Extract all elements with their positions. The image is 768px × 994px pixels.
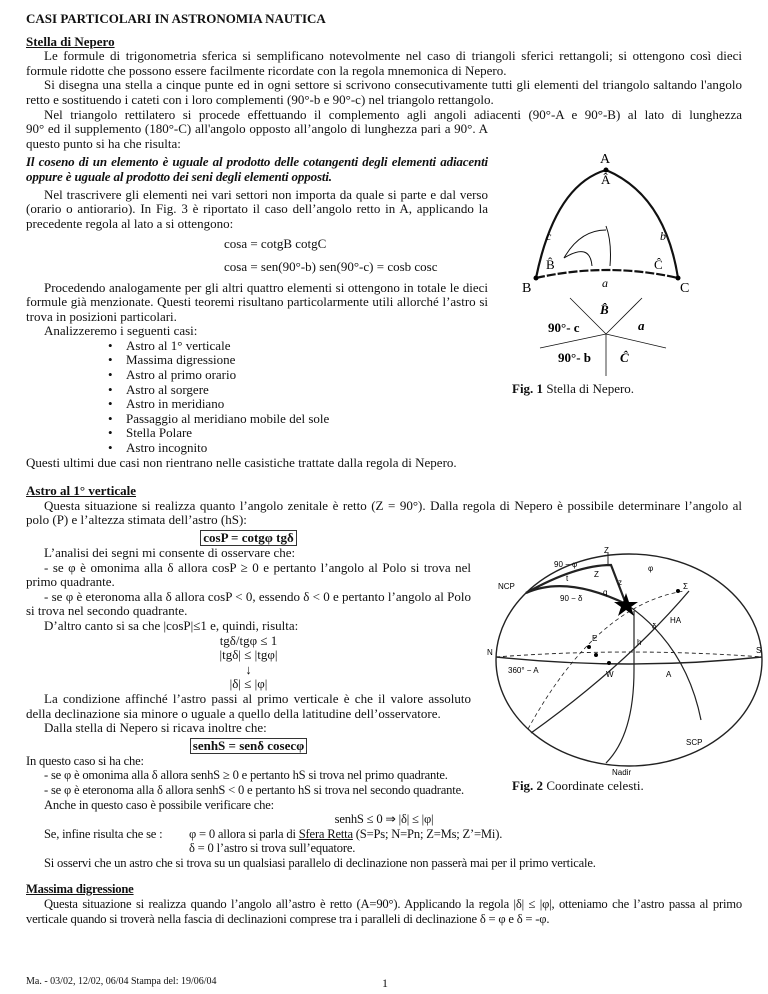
paragraph: La condizione affinché l’astro passi al primo verticale è che il valore assoluto della declinazione sia minore o uguale a quello della latitudine dell’osservatore.	[26, 690, 471, 721]
rule-statement: Il coseno di un elemento è uguale al prodotto delle cotangenti degli elementi adiacenti oppure è uguale al prodotto dei seni degli elementi opposti.	[26, 154, 488, 184]
list-item: • Astro incognito	[126, 441, 488, 456]
paragraph: Nel trascrivere gli elementi nei vari settori non importa da quale si parte e dal verso (orario o antiorario). In Fig. 3 è riportato il caso dell’angolo retto in A, applicando la precedente regola al lato a si ottengono:	[26, 186, 488, 231]
paragraph: Si osservi che un astro che si trova su un qualsiasi parallelo di declinazione non passerà mai per il primo verticale.	[44, 855, 596, 870]
figure-caption	[512, 779, 644, 794]
document-title: CASI PARTICOLARI IN ASTRONOMIA NAUTICA	[26, 11, 326, 26]
label-a: A	[666, 670, 672, 679]
paragraph: Dalla stella di Nepero si ricava inoltre che:	[44, 720, 267, 736]
label-vertex-b: B	[522, 281, 532, 296]
list-item: • Astro al primo orario	[126, 368, 488, 383]
paragraph: - se φ è eteronoma alla δ allora cosP < 0, essendo δ < 0 e pertanto l’angolo al Polo si trova nel secondo quadrante.	[26, 588, 471, 619]
text: (S=Ps; N=Pn; Z=Ms; Z’=Mi).	[352, 826, 503, 841]
list-item: • Passaggio al meridiano mobile del sole	[126, 412, 488, 427]
cases-list	[26, 339, 488, 456]
figure-stella-di-nepero	[470, 150, 760, 378]
paragraph: Analizzeremo i seguenti casi:	[44, 323, 198, 339]
paragraph: - se φ è omonima alla δ allora senhS ≥ 0 e pertanto hS si trova nel primo quadrante.	[44, 768, 448, 783]
caption-number: Fig. 2	[512, 778, 544, 793]
paragraph: Le formule di trigonometria sferica si semplificano notevolmente nel caso di triangoli sferici rettangoli; si ottengono così dieci formule ridotte che possono essere facilmente ricordate con la regola mnemonica di Nepero.	[26, 48, 742, 78]
paragraph: Si disegna una stella a cinque punte ed in ogni settore si scrivono consecutivamente tutti gli elementi del triangolo saltando l'angolo retto e sostituendo i cateti con i loro complementi (90°-b e 90°-c) nel triangolo rettangolo.	[26, 77, 742, 107]
label-scp: SCP	[686, 738, 703, 747]
equation: tgδ/tgφ ≤ 1	[219, 632, 278, 648]
label-vertex-a: A	[600, 152, 611, 167]
label-delta: δ	[652, 622, 657, 631]
formula: cosa = cotgB cotgC	[224, 236, 327, 252]
section-heading: Stella di Nepero	[26, 33, 115, 49]
paragraph: Anche in questo caso è possibile verificare che:	[44, 797, 274, 812]
page-number: 1	[382, 976, 388, 990]
label-east: E	[592, 634, 598, 643]
arrow-down: ↓	[245, 661, 252, 677]
star-sector-right: a	[638, 318, 645, 333]
section-heading: Massima digressione	[26, 882, 134, 897]
label-ncp: NCP	[498, 582, 515, 591]
star-sector-bottom-right: Ĉ	[620, 350, 629, 365]
label-phi: φ	[648, 564, 654, 573]
label-south: S	[756, 646, 762, 655]
paragraph: D’altro canto si sa che |cosP|≤1 e, quindi, risulta:	[44, 617, 299, 633]
list-item: • Astro in meridiano	[126, 397, 488, 412]
label-nadir: Nadir	[612, 768, 632, 777]
equation: |tgδ| ≤ |tgφ|	[219, 647, 278, 663]
label-sigma: Σ	[683, 582, 688, 591]
text: φ = 0 allora si parla di	[189, 826, 299, 841]
label-vertex-c: C	[680, 281, 690, 296]
star-sector-top: B̂	[600, 302, 609, 317]
label-angle-b: B̂	[546, 257, 555, 272]
label-side-c: c	[546, 229, 552, 243]
label-90-phi: 90 − φ	[554, 560, 578, 569]
star-sector-left-down: 90°- b	[558, 350, 592, 365]
formula: cosa = sen(90°-b) sen(90°-c) = cosb cosc	[224, 258, 438, 274]
caption-text: Coordinate celesti.	[543, 778, 644, 793]
formula-box: senhS = senδ cosecφ	[190, 738, 307, 754]
label-z: z	[618, 578, 622, 587]
star-sector-left-up: 90°- c	[548, 320, 580, 335]
paragraph: δ = 0 l’astro si trova sull’equatore.	[189, 841, 356, 856]
label-west: W	[606, 670, 614, 679]
paragraph: Questa situazione si realizza quanto l’angolo zenitale è retto (Z = 90°). Dalla regola di Nepero è possibile determinare l’angolo al polo (P) e l’altezza stimata dell’astro (hS):	[26, 497, 742, 528]
paragraph: Questi ultimi due casi non rientrano nelle casistiche trattate dalla regola di Nepero.	[26, 454, 457, 470]
label-side-b: b	[660, 229, 666, 243]
list-item: • Stella Polare	[126, 426, 488, 441]
formula-box: cosP = cotgφ tgδ	[200, 530, 297, 546]
label-t: t	[566, 574, 569, 583]
label-h: h	[637, 638, 642, 647]
section-heading: Astro al 1° verticale	[26, 483, 137, 499]
text: Se, infine risulta che se :	[44, 826, 163, 841]
paragraph: - se φ è eteronoma alla δ allora senhS < 0 e pertanto hS si trova nel secondo quadrante.	[44, 782, 464, 797]
label-z-angle: Z	[594, 570, 599, 579]
term-sfera-retta: Sfera Retta	[298, 826, 353, 841]
list-item: • Astro al 1° verticale	[126, 339, 488, 354]
paragraph: Questa situazione si realizza quando l’angolo all’astro è retto (A=90°). Applicando la regola |δ| ≤ |φ|, otteniamo che l’astro passa al primo verticale quando si troverà nella fascia di declinazioni comprese tra i paralleli di declinazione δ = φ e δ = -φ.	[26, 897, 742, 926]
equation: senhS ≤ 0 ⇒ |δ| ≤ |φ|	[334, 812, 434, 827]
list-item: • Massima digressione	[126, 353, 488, 368]
label-360-a: 360° − A	[508, 666, 539, 675]
label-side-a: a	[602, 276, 608, 290]
paragraph: L’analisi dei segni mi consente di osservare che:	[44, 545, 296, 560]
label-angle-c: Ĉ	[654, 257, 663, 272]
equation: |δ| ≤ |φ|	[229, 676, 268, 692]
paragraph	[26, 827, 742, 842]
paragraph: Procedendo analogamente per gli altri quattro elementi si ottengono in totale le dieci formule già menzionate. Questi teoremi risultano particolarmente utili allorché l’astro si trova in posizioni particolari.	[26, 279, 488, 324]
label-zenith: Z	[604, 546, 609, 555]
caption-text: Stella di Nepero.	[543, 381, 635, 396]
label-angle-a: Â	[601, 172, 611, 187]
label-q: q	[603, 588, 608, 597]
label-ha: HA	[670, 616, 682, 625]
figure-coordinate-celesti	[476, 545, 766, 777]
figure-caption	[512, 382, 634, 397]
label-north: N	[487, 648, 493, 657]
label-90-delta: 90 − δ	[560, 594, 583, 603]
list-item: • Astro al sorgere	[126, 383, 488, 398]
caption-number: Fig. 1	[512, 381, 544, 396]
footer-info: Ma. - 03/02, 12/02, 06/04 Stampa del: 19/06/04	[26, 976, 217, 987]
paragraph: - se φ è omonima alla δ allora cosP ≥ 0 e pertanto l’angolo al Polo si trova nel primo quadrante.	[26, 559, 471, 590]
paragraph: In questo caso si ha che:	[26, 753, 144, 768]
paragraph: 90° ed il supplemento (180°-C) all'angolo opposto all’angolo di lunghezza pari a 90°. A questo punto si ha che risulta:	[26, 121, 488, 151]
paragraph: Nel triangolo rettilatero si procede effettuando il complemento agli angoli adiacenti (90°-A e 90°-B) al lato di lunghezza	[44, 106, 742, 122]
